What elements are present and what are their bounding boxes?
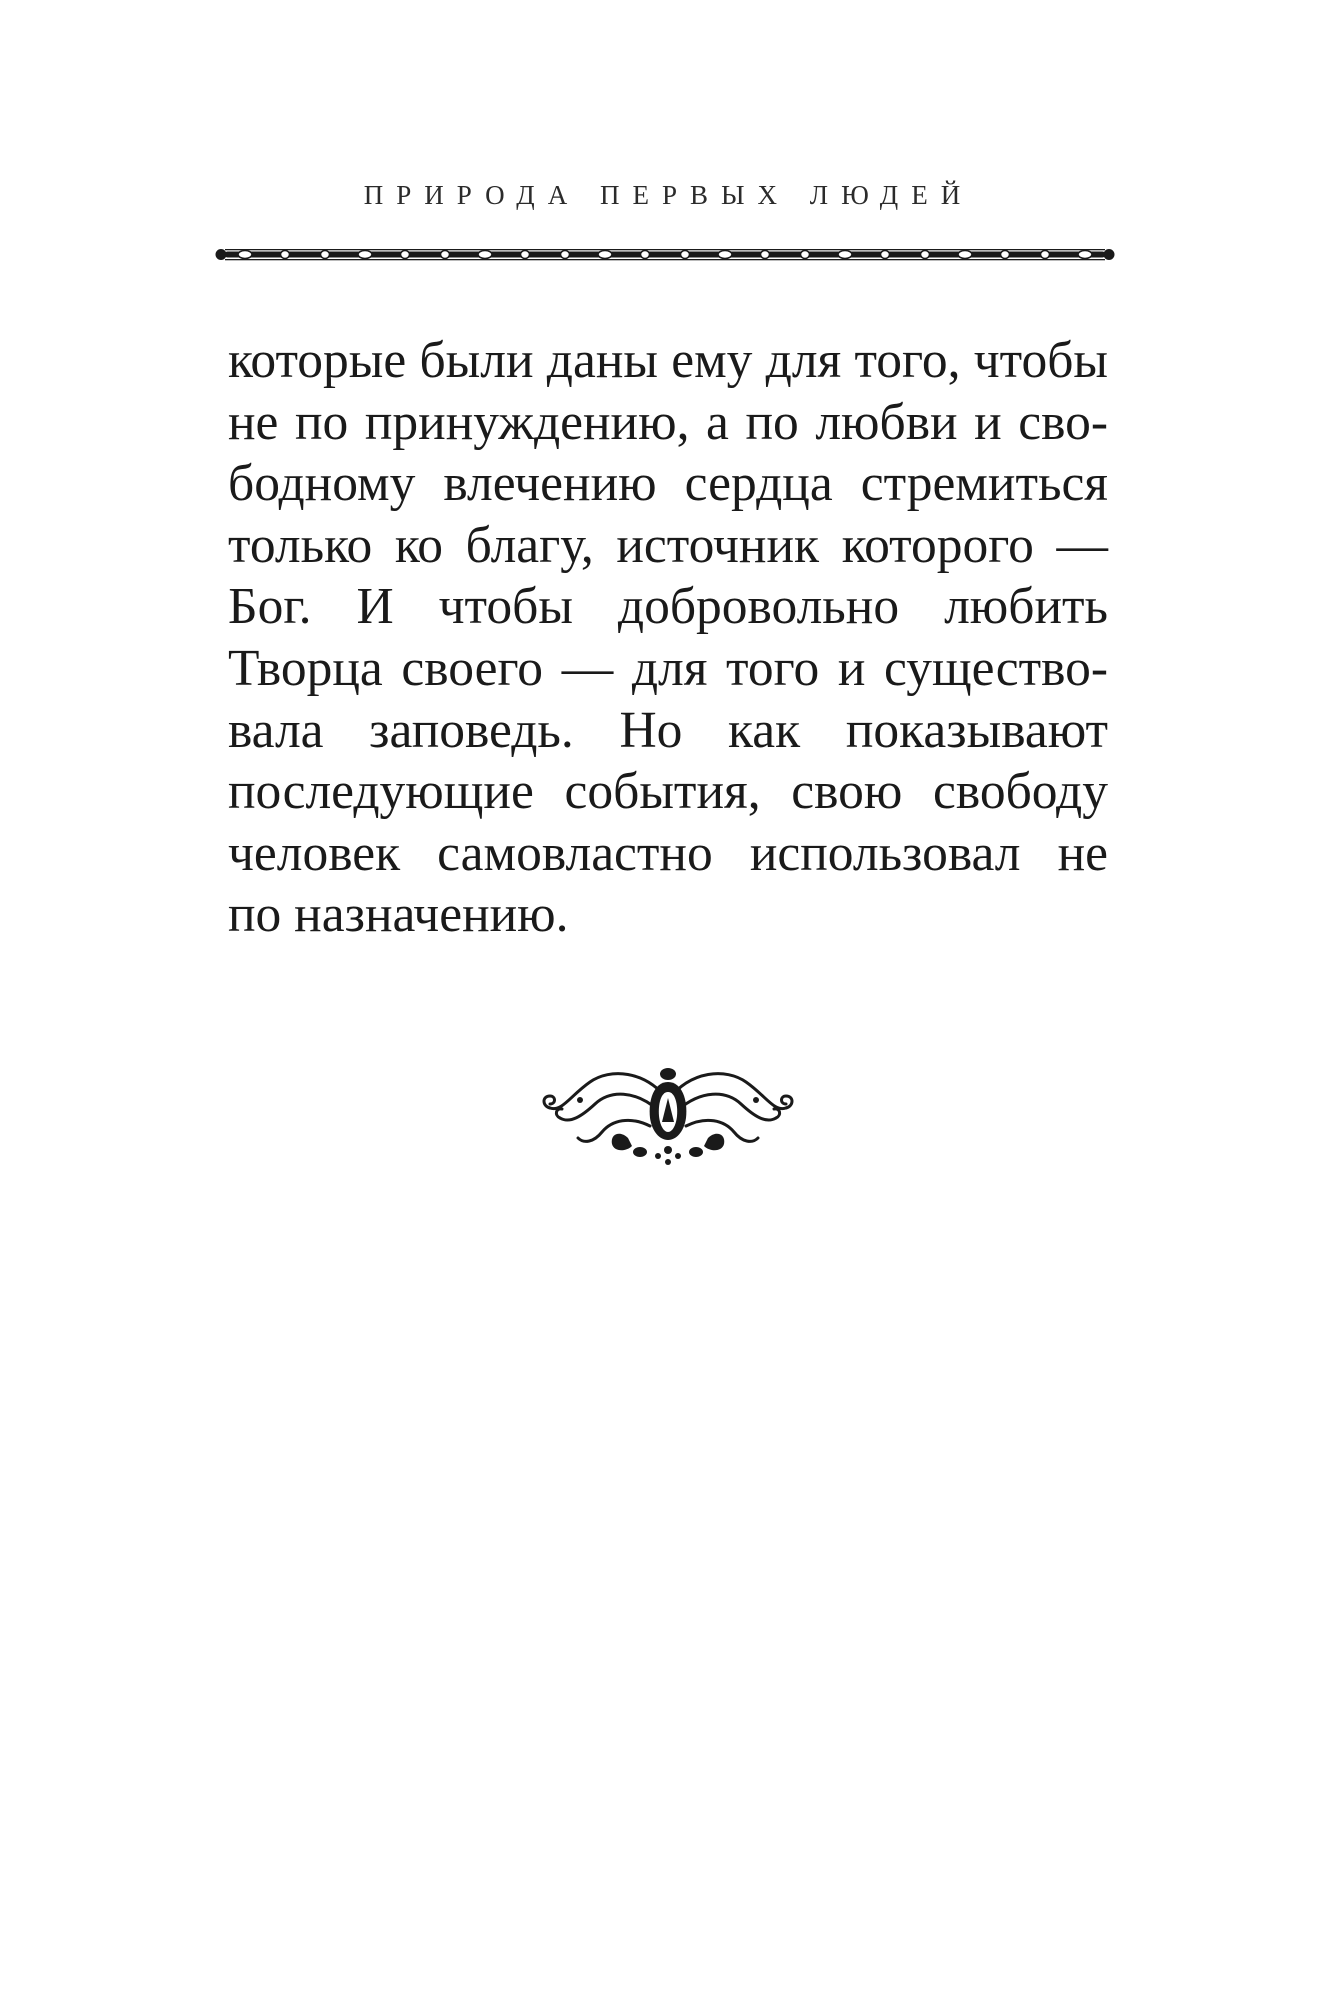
text-line: последующие события, свою свободу — [228, 763, 1108, 821]
body-paragraph — [228, 330, 1108, 946]
text-line: бодному влечению сердца стремиться — [228, 455, 1108, 513]
text-line: не по принуждению, а по любви и сво- — [228, 393, 1108, 451]
text-line: человек самовластно использовал не — [228, 824, 1108, 882]
text-line: только ко благу, источник которого — — [228, 516, 1108, 574]
text-line: которые были даны ему для того, чтобы — [228, 332, 1108, 389]
floral-fleuron-ornament — [540, 1060, 796, 1170]
text-line: Творца своего — для того и существо- — [228, 639, 1108, 697]
text-line: вала заповедь. Но как показывают — [228, 701, 1108, 759]
text-line: по назначению. — [228, 886, 569, 944]
running-head: ПРИРОДА ПЕРВЫХ ЛЮДЕЙ — [363, 180, 974, 210]
beaded-rule-ornament — [215, 240, 1115, 270]
text-line: Бог. И чтобы добровольно любить — [228, 578, 1108, 636]
